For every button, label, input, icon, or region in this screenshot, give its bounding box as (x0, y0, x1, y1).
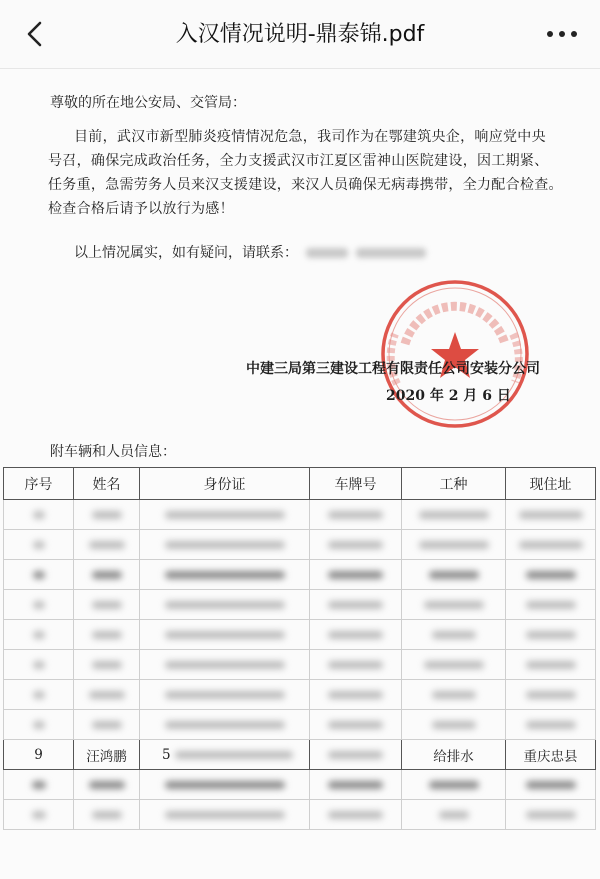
vehicle-personnel-table (3, 467, 596, 830)
letter-body (48, 125, 563, 221)
row-plate (310, 740, 402, 770)
body-line: 检查合格后请予以放行为感！ (48, 201, 234, 217)
redacted-contact-phone (356, 248, 426, 258)
body-line: 任务重，急需劳务人员来汉支援建设，来汉人员确保无病毒携带，全力配合检查。 (48, 177, 563, 193)
column-header: 身份证 (140, 468, 310, 500)
column-header: 序号 (4, 468, 74, 500)
table-row-redacted (4, 650, 596, 680)
row-address: 重庆忠县 (506, 740, 596, 770)
contact-line (74, 241, 426, 265)
redacted-id (175, 751, 293, 759)
table-row-redacted (4, 680, 596, 710)
chevron-left-icon[interactable] (20, 18, 52, 50)
table-row-redacted (4, 770, 596, 800)
table-row (4, 740, 596, 770)
contact-label: 以上情况属实，如有疑问，请联系： (74, 245, 298, 261)
company-name: 中建三局第三建设工程有限责任公司安装分公司 (246, 361, 540, 377)
top-bar (0, 0, 600, 69)
table-row-redacted (4, 590, 596, 620)
greeting: 尊敬的所在地公安局、交管局： (50, 95, 246, 111)
table-row-redacted (4, 560, 596, 590)
table-header-row (4, 468, 596, 500)
row-trade: 给排水 (402, 740, 506, 770)
table-row-redacted (4, 710, 596, 740)
document-title: 入汉情况说明-鼎泰锦.pdf (175, 22, 425, 47)
more-dots-icon[interactable] (544, 24, 580, 44)
row-index: 9 (4, 740, 74, 770)
column-header: 现住址 (506, 468, 596, 500)
table-row-redacted (4, 620, 596, 650)
row-id-number (140, 740, 310, 770)
letter-date: 2020 年 2 月 6 日 (386, 388, 511, 404)
table-row-redacted (4, 530, 596, 560)
table-row-redacted (4, 800, 596, 830)
body-line: 目前，武汉市新型肺炎疫情情况危急，我司作为在鄂建筑央企，响应党中央 (74, 129, 546, 145)
redacted-plate (328, 751, 383, 759)
id-prefix: 5 (162, 746, 171, 763)
attachment-heading: 附车辆和人员信息： (50, 444, 176, 460)
redacted-contact-name (306, 248, 348, 258)
column-header: 工种 (402, 468, 506, 500)
row-name: 汪鸿鹏 (74, 740, 140, 770)
body-line: 号召，确保完成政治任务，全力支援武汉市江夏区雷神山医院建设，因工期紧、 (48, 153, 549, 169)
column-header: 车牌号 (310, 468, 402, 500)
company-seal (375, 274, 535, 434)
table-row-redacted (4, 500, 596, 530)
column-header: 姓名 (74, 468, 140, 500)
pdf-page[interactable] (0, 69, 600, 879)
